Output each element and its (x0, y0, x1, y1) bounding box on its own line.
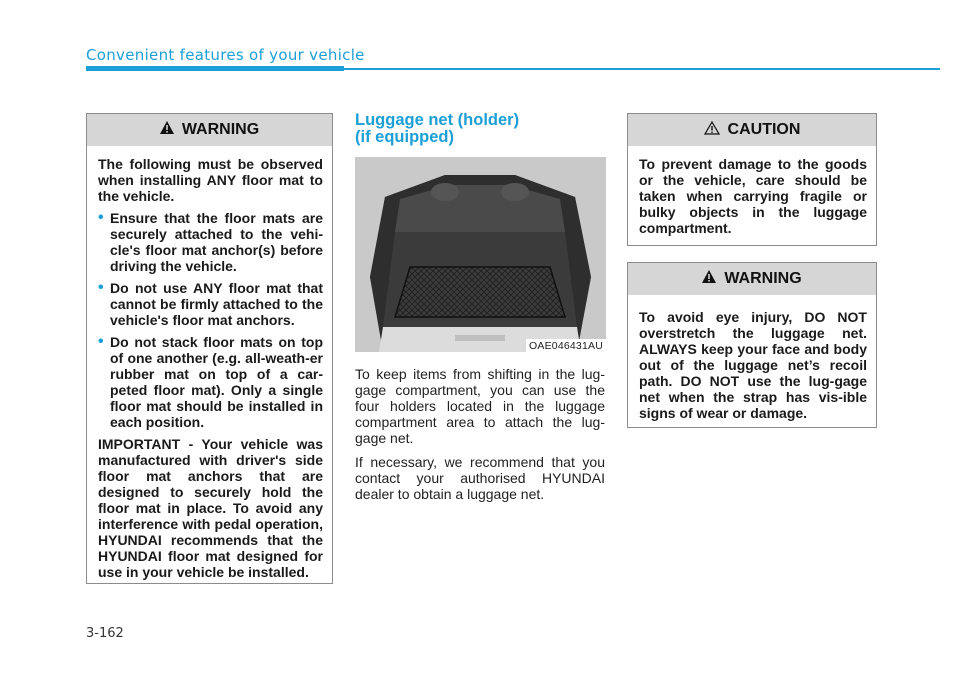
caution-box-header (628, 114, 876, 146)
warning-intro: The following must be observed when installing ANY floor mat to the vehicle. (98, 156, 323, 204)
header-accent-bar (86, 66, 344, 71)
photo-reference-code: OAE046431AU (526, 339, 606, 353)
warning-important-note: IMPORTANT - Your vehicle was manufactured with driver's side floor mat anchors that are designed to securely hold the floor mat in place. To avoid any interference with pedal operation, HYUNDAI recommends that the HYUNDAI floor mat designed for use in your vehicle be installed. (98, 436, 323, 580)
warning-box-header (87, 114, 332, 146)
warning-text: To avoid eye injury, DO NOT overstretch the luggage net. ALWAYS keep your face and body out of the luggage net’s recoil path. DO NOT use the lug-gage net when the strap has vis-ible signs of wear or damage. (639, 309, 867, 421)
warning-bullet: • Do not use ANY floor mat that cannot be firmly attached to the vehicle's floor mat anchors. (98, 280, 323, 328)
section-body (355, 366, 605, 510)
warning-box-floor-mats (86, 113, 333, 584)
header-rule (344, 68, 940, 70)
warning-heading: WARNING (181, 121, 260, 138)
caution-body (628, 146, 876, 250)
caution-text: To prevent damage to the goods or the vehicle, care should be taken when carrying fragile or bulky objects in the luggage compartment. (639, 156, 867, 236)
warning-bullet: • Do not stack floor mats on top of one another (e.g. all-weath-er rubber mat on top of a car-peted floor mat). Only a single floor mat should be installed in each position. (98, 334, 323, 430)
warning-box-header (628, 263, 876, 295)
luggage-compartment-photo (355, 157, 606, 352)
warning-bullet-list (98, 210, 323, 430)
body-paragraph: If necessary, we recommend that you contact your authorised HYUNDAI dealer to obtain a luggage net. (355, 454, 605, 502)
caution-triangle-icon (704, 121, 720, 140)
warning-body (87, 146, 332, 594)
warning-heading: WARNING (724, 270, 802, 287)
section-title-line2: (if equipped) (355, 128, 454, 146)
section-title-line1: Luggage net (holder) (355, 111, 520, 129)
warning-bullet: • Ensure that the floor mats are securely attached to the vehi-cle's floor mat anchor(s) before driving the vehicle. (98, 210, 323, 274)
warning-body (628, 295, 876, 435)
warning-triangle-icon (702, 270, 716, 288)
section-title (355, 112, 519, 146)
warning-box-luggage-net (627, 262, 877, 428)
section-header-title: Convenient features of your vehicle (86, 46, 365, 64)
caution-box (627, 113, 877, 246)
page-number: 3-162 (86, 626, 124, 641)
warning-triangle-icon (160, 121, 174, 139)
caution-heading: CAUTION (727, 121, 801, 138)
body-paragraph: To keep items from shifting in the lug-gage compartment, you can use the four holders located in the luggage compartment area to attach the lug-gage net. (355, 366, 605, 446)
